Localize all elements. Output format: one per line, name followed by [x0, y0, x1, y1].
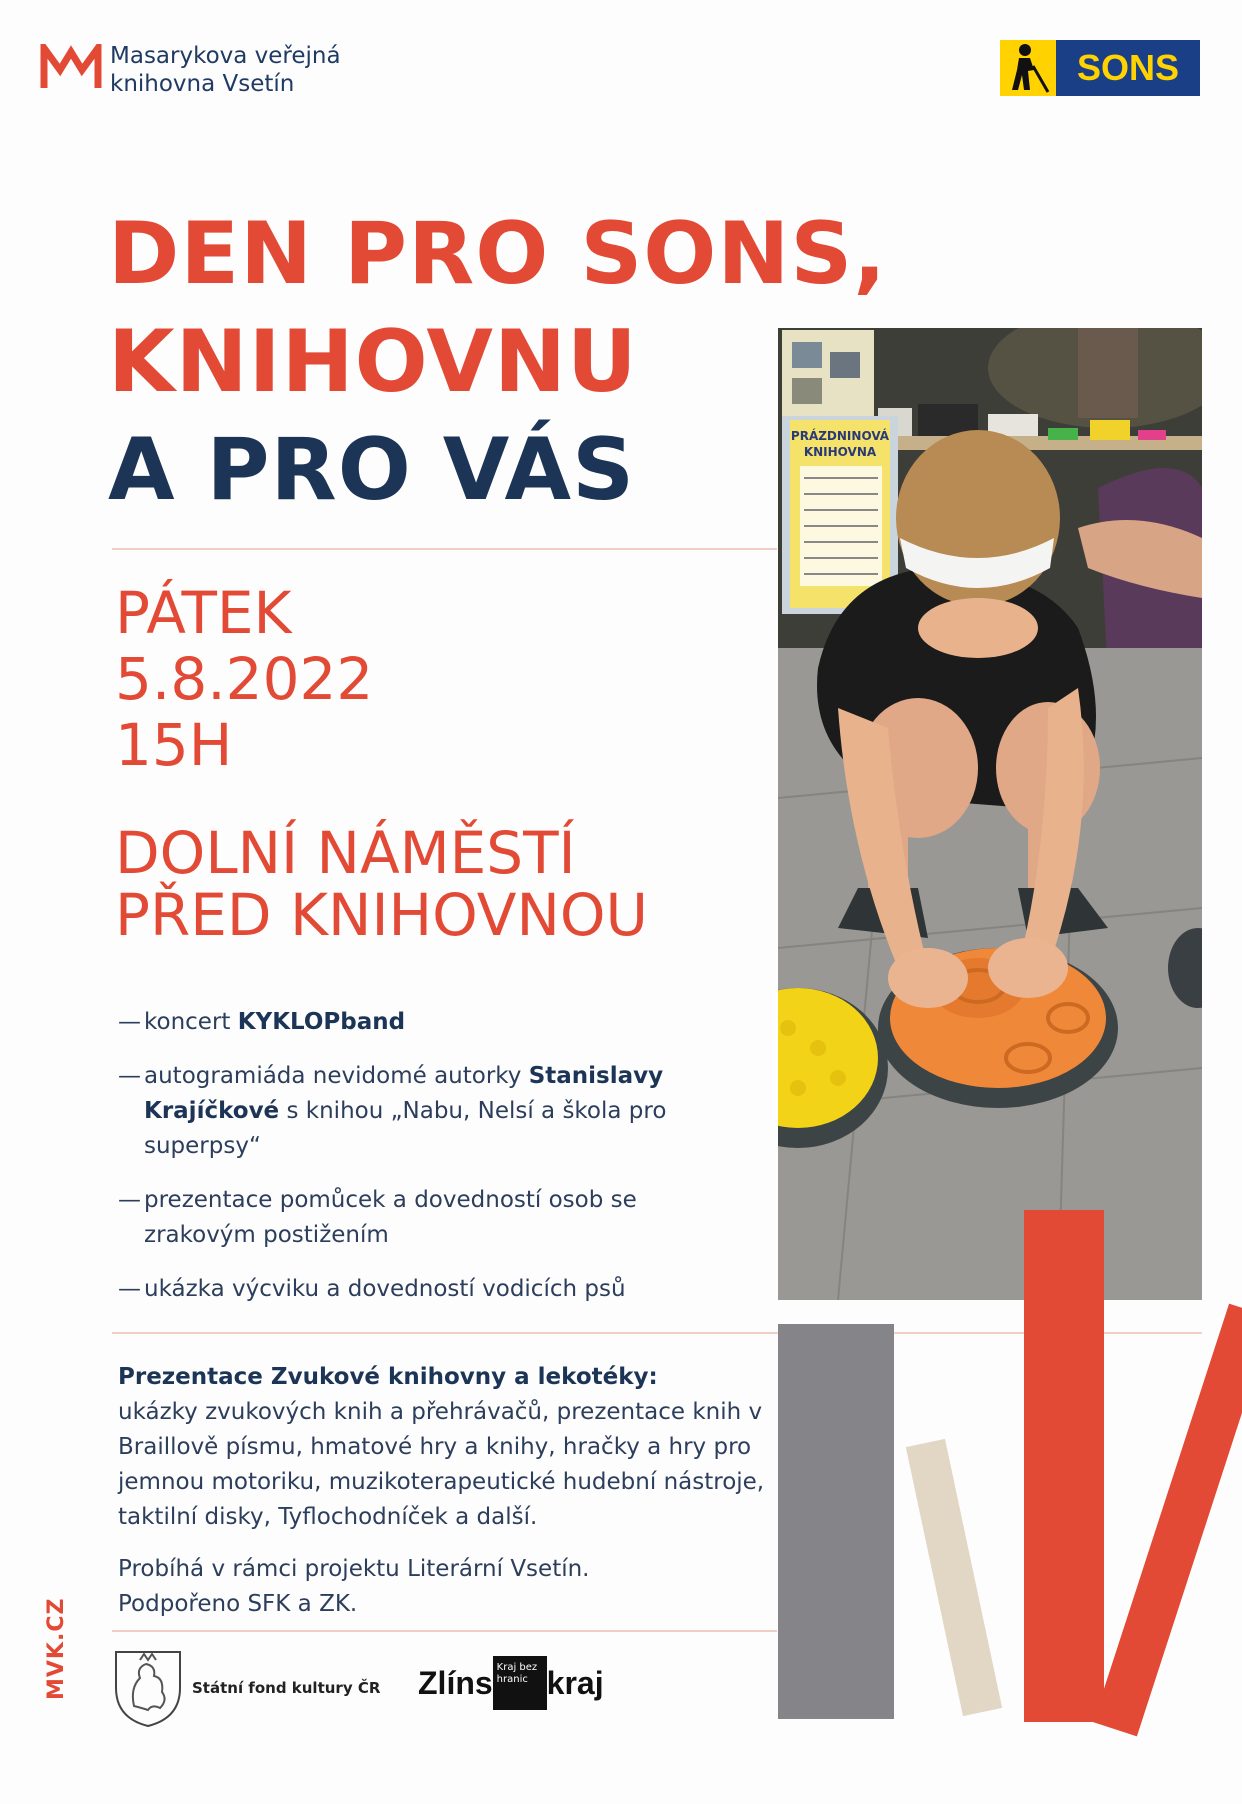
list-item: — prezentace pomůcek a dovedností osob se zrakovým postižením	[118, 1187, 637, 1248]
event-date: 5.8.2022	[115, 645, 374, 713]
sfk-label: Státní fond kultury ČR	[192, 1679, 381, 1697]
decor-red-bar	[1024, 1210, 1104, 1722]
event-place: DOLNÍ NÁMĚSTÍ PŘED KNIHOVNOU	[115, 819, 648, 949]
list-item: — koncert KYKLOPband	[118, 1009, 406, 1035]
audio-library-section	[118, 1360, 768, 1535]
title-line-1: DEN PRO SONS,	[108, 204, 887, 304]
sons-label: SONS	[1076, 47, 1180, 88]
event-day: PÁTEK	[115, 579, 292, 647]
list-item: — autogramiáda nevidomé autorky Stanislavy Krajíčkové s knihou „Nabu, Nelsí a škola pro superpsy“	[118, 1063, 667, 1159]
zlin-region-logo: Zlíns Kraj bez hranic kraj	[418, 1656, 604, 1710]
photo-poster-line-1: PRÁZDNINOVÁ	[790, 429, 890, 443]
title-line-3: A PRO VÁS	[108, 420, 636, 520]
list-item: — ukázka výcviku a dovedností vodicích psů	[118, 1276, 626, 1302]
decor-red-slant	[1093, 1304, 1242, 1737]
czech-lion-coat-of-arms-icon	[112, 1648, 184, 1728]
event-photo	[778, 328, 1202, 1300]
audio-library-heading: Prezentace Zvukové knihovny a lekotéky:	[118, 1364, 658, 1390]
mvk-logo-icon	[40, 44, 102, 90]
audio-library-text: ukázky zvukových knih a přehrávačů, prezentace knih v Braillově písmu, hmatové hry a knihy, hračky a hry pro jemnou motoriku, muzikoterapeutické hudební nástroje, taktilní disky, Tyflochodníček a další.	[118, 1399, 765, 1530]
project-note: Probíhá v rámci projektu Literární Vsetín. Podpořeno SFK a ZK.	[118, 1556, 590, 1617]
website-vertical: MVK.CZ	[44, 1597, 69, 1700]
title-line-2: KNIHOVNU	[108, 312, 638, 412]
photo-poster-line-2: KNIHOVNA	[803, 445, 877, 459]
divider-top	[112, 548, 777, 550]
sons-logo	[1000, 40, 1200, 96]
decor-gray-bar	[778, 1324, 894, 1719]
divider-bottom	[112, 1630, 777, 1632]
event-time: 15H	[115, 711, 233, 779]
program-list	[118, 1005, 718, 1326]
organization-name: Masarykova veřejná knihovna Vsetín	[110, 43, 341, 97]
blind-person-cane-icon	[1000, 40, 1056, 96]
event-datetime	[115, 580, 615, 778]
decor-beige-bar	[906, 1439, 1002, 1716]
